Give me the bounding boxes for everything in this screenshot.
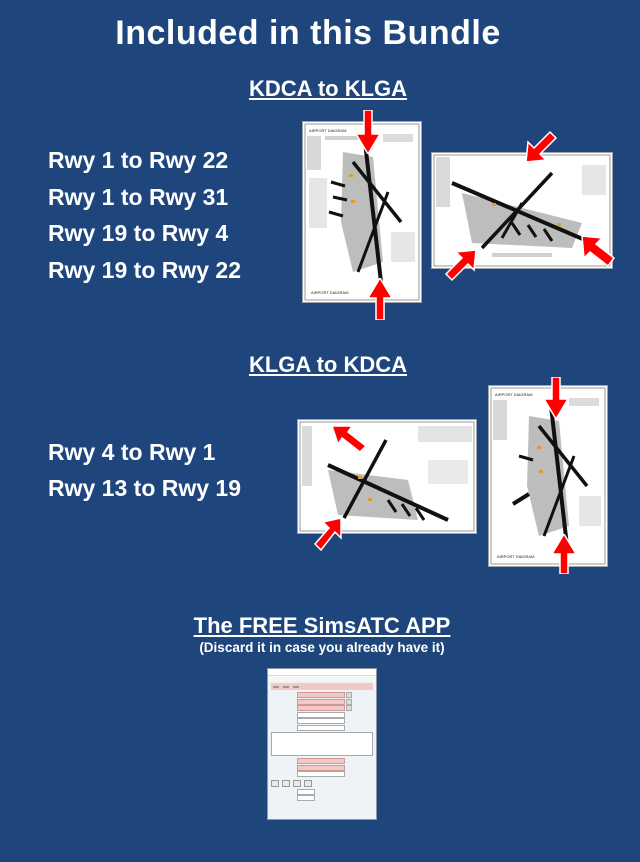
section-heading-kdca-klga: KDCA to KLGA [248, 76, 408, 101]
red-arrow-icon [368, 278, 392, 320]
red-arrow-icon [313, 516, 343, 552]
app-note: (Discard it in case you already have it) [199, 640, 445, 655]
svg-text:AIRPORT DIAGRAM: AIRPORT DIAGRAM [311, 290, 349, 295]
route-item: Rwy 19 to Rwy 4 [48, 220, 229, 246]
route-item: Rwy 1 to Rwy 22 [48, 147, 229, 173]
red-arrow-icon [330, 424, 368, 454]
section-heading-app: The FREE SimsATC APP [193, 613, 451, 638]
red-arrow-icon [552, 534, 576, 574]
red-arrow-icon [544, 377, 568, 419]
app-screenshot [267, 668, 377, 820]
red-arrow-icon [356, 110, 380, 154]
red-arrow-icon [444, 248, 478, 282]
svg-text:AIRPORT DIAGRAM: AIRPORT DIAGRAM [309, 128, 347, 133]
svg-text:AIRPORT DIAGRAM: AIRPORT DIAGRAM [497, 554, 535, 559]
red-arrow-icon [524, 130, 558, 164]
route-item: Rwy 13 to Rwy 19 [48, 475, 242, 501]
page-title: Included in this Bundle [115, 14, 501, 52]
red-arrow-icon [580, 234, 616, 268]
route-item: Rwy 1 to Rwy 31 [48, 184, 229, 210]
route-item: Rwy 19 to Rwy 22 [48, 257, 242, 283]
route-item: Rwy 4 to Rwy 1 [48, 439, 216, 465]
svg-text:AIRPORT DIAGRAM: AIRPORT DIAGRAM [495, 392, 533, 397]
section-heading-klga-kdca: KLGA to KDCA [248, 352, 408, 377]
